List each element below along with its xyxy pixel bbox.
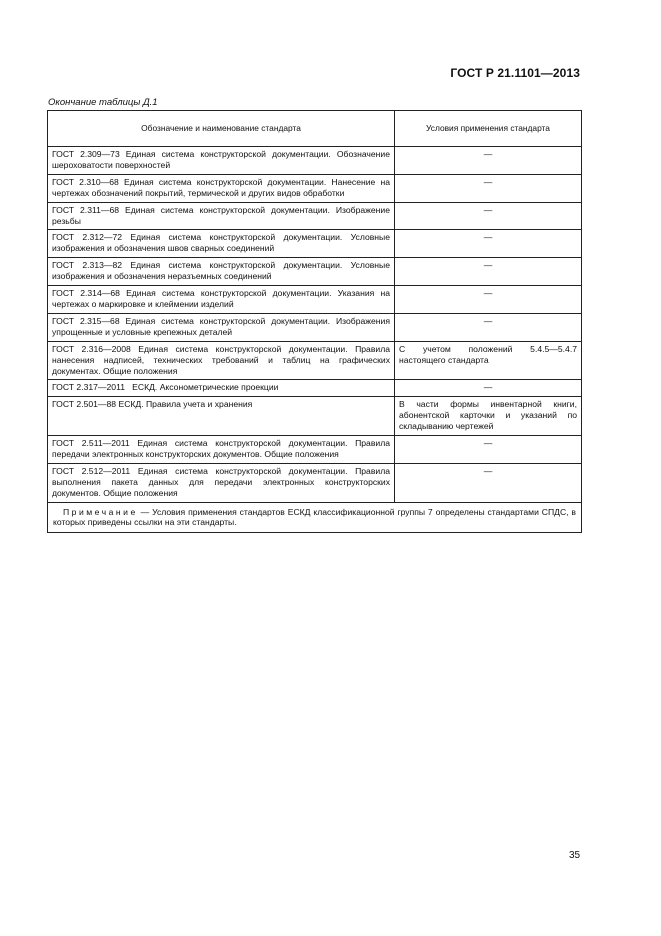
standard-name-cell: ГОСТ 2.309—73 Единая система конструкторской документации. Обозначение шероховатости поверхностей bbox=[48, 147, 395, 175]
standard-name-cell: ГОСТ 2.313—82 Единая система конструкторской документации. Условные изображения и обозначения неразъемных соединений bbox=[48, 258, 395, 286]
table-row bbox=[48, 258, 582, 286]
standard-name-cell: ГОСТ 2.501—88 ЕСКД. Правила учета и хранения bbox=[48, 397, 395, 436]
condition-cell: С учетом положений 5.4.5—5.4.7 настоящего стандарта bbox=[395, 341, 582, 380]
condition-cell: — bbox=[395, 463, 582, 502]
document-code-header: ГОСТ Р 21.1101—2013 bbox=[450, 66, 580, 80]
table-row bbox=[48, 380, 582, 397]
table-row bbox=[48, 202, 582, 230]
condition-cell: — bbox=[395, 380, 582, 397]
table-note-row bbox=[48, 502, 582, 533]
table-row bbox=[48, 436, 582, 464]
table-row bbox=[48, 313, 582, 341]
standard-name-cell: ГОСТ 2.311—68 Единая система конструкторской документации. Изображение резьбы bbox=[48, 202, 395, 230]
standard-name-cell: ГОСТ 2.511—2011 Единая система конструкторской документации. Правила передачи электронных конструкторских документов. Общие положения bbox=[48, 436, 395, 464]
standard-name-cell: ГОСТ 2.315—68 Единая система конструкторской документации. Изображения упрощенные и условные крепежных деталей bbox=[48, 313, 395, 341]
condition-cell: — bbox=[395, 286, 582, 314]
standard-name-cell: ГОСТ 2.314—68 Единая система конструкторской документации. Указания на чертежах о маркировке и клеймении изделий bbox=[48, 286, 395, 314]
table-note bbox=[48, 502, 582, 533]
standard-name-cell: ГОСТ 2.310—68 Единая система конструкторской документации. Нанесение на чертежах обозначений покрытий, термической и других видов обработки bbox=[48, 174, 395, 202]
table-row bbox=[48, 286, 582, 314]
table-row bbox=[48, 174, 582, 202]
table-row bbox=[48, 341, 582, 380]
column-header-name: Обозначение и наименование стандарта bbox=[48, 111, 395, 147]
condition-cell: В части формы инвентарной книги, абонентской карточки и указаний по складыванию чертежей bbox=[395, 397, 582, 436]
condition-cell: — bbox=[395, 147, 582, 175]
page-number: 35 bbox=[569, 850, 581, 861]
note-text: — Условия применения стандартов ЕСКД классификационной группы 7 определены стандартами СПДС, в которых приведены ссылки на эти стандарты. bbox=[53, 506, 576, 528]
standard-name-cell: ГОСТ 2.312—72 Единая система конструкторской документации. Условные изображения и обозначения швов сварных соединений bbox=[48, 230, 395, 258]
standard-name-cell: ГОСТ 2.317—2011 ЕСКД. Аксонометрические проекции bbox=[48, 380, 395, 397]
table-row bbox=[48, 463, 582, 502]
condition-cell: — bbox=[395, 258, 582, 286]
condition-cell: — bbox=[395, 202, 582, 230]
note-label: Примечание bbox=[63, 506, 138, 517]
column-header-condition: Условия применения стандарта bbox=[395, 111, 582, 147]
standard-name-cell: ГОСТ 2.512—2011 Единая система конструкторской документации. Правила выполнения пакета данных для передачи электронных конструкторских документов. Общие положения bbox=[48, 463, 395, 502]
table-row bbox=[48, 147, 582, 175]
table-row bbox=[48, 397, 582, 436]
table-header-row bbox=[48, 111, 582, 147]
condition-cell: — bbox=[395, 174, 582, 202]
table-caption: Окончание таблицы Д.1 bbox=[48, 97, 158, 108]
table-row bbox=[48, 230, 582, 258]
standards-table bbox=[47, 110, 582, 533]
condition-cell: — bbox=[395, 230, 582, 258]
condition-cell: — bbox=[395, 313, 582, 341]
standard-name-cell: ГОСТ 2.316—2008 Единая система конструкторской документации. Правила нанесения надписей, технических требований и таблиц на графических документах. Общие положения bbox=[48, 341, 395, 380]
condition-cell: — bbox=[395, 436, 582, 464]
